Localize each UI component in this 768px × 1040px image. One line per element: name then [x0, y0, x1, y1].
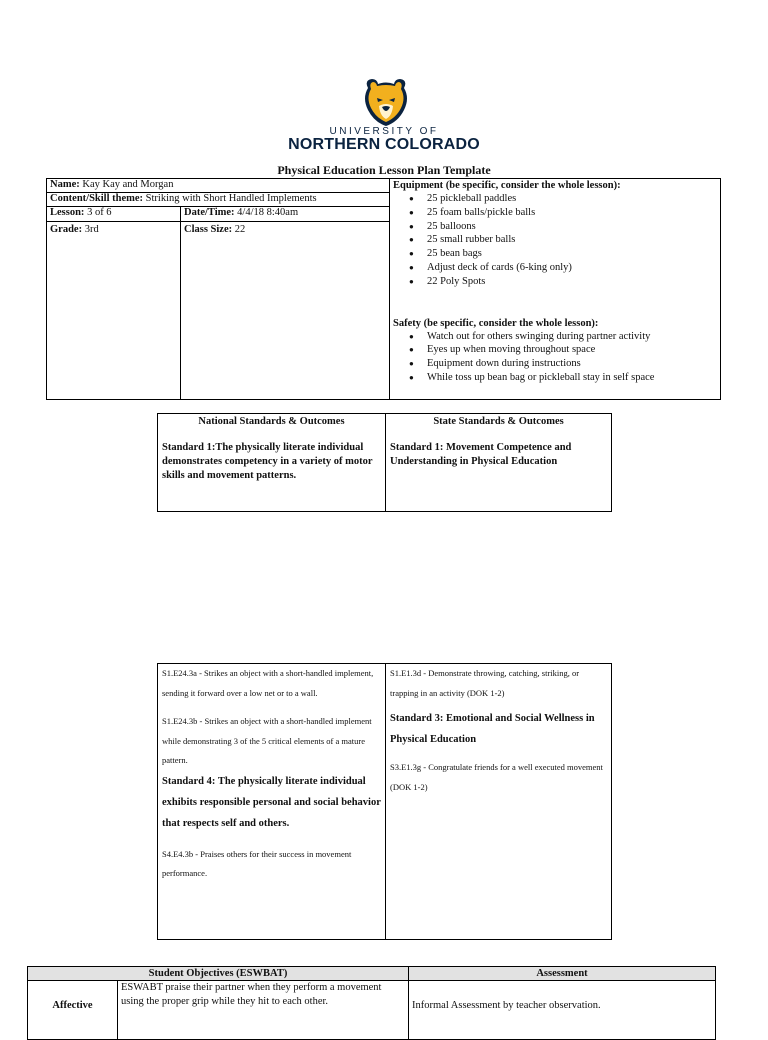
list-item: ● Watch out for others swinging during partner activity: [393, 330, 717, 344]
class-size-label: Class Size:: [184, 224, 233, 235]
list-item: ● Equipment down during instructions: [393, 357, 717, 371]
list-item: ● 25 bean bags: [393, 247, 717, 261]
equipment-safety-cell: [389, 178, 721, 400]
state-standards-cell: [385, 413, 612, 512]
lesson-cell: [46, 206, 181, 222]
outcome-s3-e1-3g: S3.E1.3g - Congratulate friends for a well executed movement (DOK 1-2): [390, 762, 603, 792]
assessment-heading: Assessment: [408, 966, 716, 981]
standard-3-heading: Standard 3: Emotional and Social Wellness in Physical Education: [390, 713, 595, 745]
outcome-s1-e1-3d: S1.E1.3d - Demonstrate throwing, catching, striking, or trapping in an activity (DOK 1-2): [390, 668, 580, 698]
national-standards-heading: National Standards & Outcomes: [198, 416, 345, 427]
name-cell: [46, 178, 390, 193]
outcome-s1-e24-3b: S1.E24.3b - Strikes an object with a short-handled implement while demonstrating 3 of the 5 critical elements of a mature pattern.: [162, 716, 372, 765]
lesson-label: Lesson:: [50, 207, 85, 218]
content-cell: [46, 192, 390, 207]
list-item: ● 25 foam balls/pickle balls: [393, 206, 717, 220]
lesson-value: 3 of 6: [87, 207, 112, 218]
logo-text-top: UNIVERSITY OF: [329, 126, 439, 137]
safety-list: [393, 330, 717, 385]
outcome-s4-e4-3b: S4.E4.3b - Praises others for their success in movement performance.: [162, 848, 352, 878]
grade-cell: [46, 221, 181, 400]
national-standards-cell: [157, 413, 386, 512]
date-cell: [180, 206, 390, 222]
affective-assessment: Informal Assessment by teacher observation.: [408, 980, 716, 1040]
logo-text-main: NORTHERN COLORADO: [288, 136, 480, 153]
content-value: Striking with Short Handled Implements: [145, 193, 317, 204]
date-label: Date/Time:: [184, 207, 235, 218]
equipment-list: [393, 192, 717, 289]
list-item: ● 25 pickleball paddles: [393, 192, 717, 206]
state-standards-heading: State Standards & Outcomes: [433, 416, 564, 427]
page-title: Physical Education Lesson Plan Template: [277, 163, 491, 177]
list-item: ● While toss up bean bag or pickleball stay in self space: [393, 371, 717, 385]
equipment-label: Equipment (be specific, consider the whole lesson):: [393, 180, 621, 191]
list-item: ● Eyes up when moving throughout space: [393, 343, 717, 357]
list-item: ● 25 small rubber balls: [393, 233, 717, 247]
list-item: ● 25 balloons: [393, 220, 717, 234]
name-value: Kay Kay and Morgan: [82, 179, 174, 190]
grade-label: Grade:: [50, 224, 83, 235]
bear-head-icon: [360, 76, 412, 128]
national-standards-text: Standard 1:The physically literate individual demonstrates competency in a variety of motor skills and movement patterns.: [162, 442, 373, 481]
list-item: ● Adjust deck of cards (6-king only): [393, 261, 717, 275]
national-outcomes-cell: [157, 663, 386, 940]
grade-value: 3rd: [84, 224, 99, 235]
outcome-s1-e24-3a: S1.E24.3a - Strikes an object with a short-handled implement, sending it forward over a low net or to a wall.: [162, 668, 374, 698]
date-value: 4/4/18 8:40am: [237, 207, 299, 218]
class-size-cell: [180, 221, 390, 400]
content-label: Content/Skill theme:: [50, 193, 144, 204]
list-item: ● 22 Poly Spots: [393, 275, 717, 289]
state-standards-text: Standard 1: Movement Competence and Understanding in Physical Education: [390, 442, 572, 467]
objectives-heading: Student Objectives (ESWBAT): [27, 966, 409, 981]
safety-label: Safety (be specific, consider the whole lesson):: [393, 317, 599, 329]
state-outcomes-cell: [385, 663, 612, 940]
affective-label: Affective: [27, 980, 118, 1040]
affective-objective: ESWABT praise their partner when they perform a movement using the proper grip while they hit to each other.: [117, 980, 409, 1040]
standard-4-heading: Standard 4: The physically literate individual exhibits responsible personal and social behavior that respects self and others.: [162, 775, 381, 829]
name-label: Name:: [50, 179, 80, 190]
class-size-value: 22: [234, 224, 246, 235]
